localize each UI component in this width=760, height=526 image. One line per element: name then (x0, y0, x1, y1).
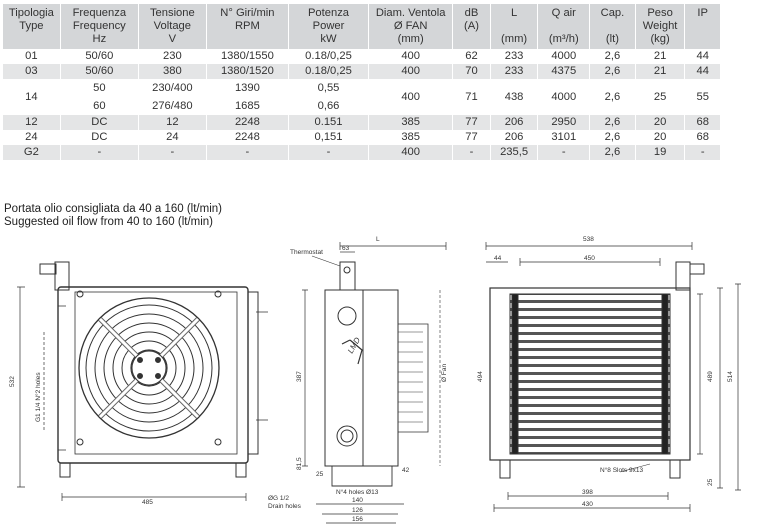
cell-type: G2 (3, 145, 60, 160)
cell-capacity: 2,6 (590, 115, 636, 130)
side-dim-25: 25 (316, 471, 324, 478)
cell-capacity: 2,6 (590, 130, 636, 145)
cell-qair: 4000 (538, 49, 590, 64)
cell-weight: 19 (635, 145, 685, 160)
table-row (3, 145, 721, 160)
cell-frequency: DC (60, 115, 138, 130)
cell-type: 03 (3, 64, 60, 79)
cell-weight: 20 (635, 130, 685, 145)
cell-frequency: 50/60 (60, 64, 138, 79)
cell-l: 233 (490, 49, 538, 64)
cell-db: - (453, 145, 491, 160)
oil-flow-note-it: Portata olio consigliata da 40 a 160 (lt/min) (4, 203, 222, 215)
thermostat-label: Thermostat (290, 249, 323, 256)
fan-diameter-label: Ø Fan (441, 363, 448, 382)
side-dim-815: 81,5 (296, 457, 303, 470)
col-qair: Q air (m³/h) (538, 4, 590, 49)
col-weight: Peso Weight (kg) (635, 4, 685, 49)
cell-rpm: 1380/1520 (206, 64, 288, 79)
cell-qair: 2950 (538, 115, 590, 130)
table-row (3, 130, 721, 145)
col-type: Tipologia Type (3, 4, 60, 49)
col-capacity: Cap. (lt) (590, 4, 636, 49)
front-width-label: 485 (142, 499, 153, 506)
cell-rpm: 1390 1685 (206, 79, 288, 115)
drain-size-label: ØG 1/2 (268, 495, 289, 502)
front-view (17, 262, 268, 501)
side-dim-63: 63 (342, 245, 350, 252)
side-dim-126: 126 (352, 507, 363, 514)
cell-power: 0.18/0,25 (288, 64, 368, 79)
brand-logo: LMD (345, 335, 363, 355)
cell-fan: 400 (369, 49, 453, 64)
cell-voltage: 380 (138, 64, 206, 79)
cell-db: 71 (453, 79, 491, 115)
cell-type: 12 (3, 115, 60, 130)
rear-dim-489: 489 (707, 371, 714, 382)
cell-ip: 44 (685, 49, 721, 64)
side-dim-156: 156 (352, 516, 363, 523)
cell-capacity: 2,6 (590, 49, 636, 64)
cell-power: 0.18/0,25 (288, 49, 368, 64)
table-row (3, 115, 721, 130)
rear-dim-430: 430 (582, 501, 593, 508)
cell-frequency: DC (60, 130, 138, 145)
cell-weight: 21 (635, 49, 685, 64)
cell-ip: - (685, 145, 721, 160)
technical-drawing (0, 232, 760, 524)
cell-l: 206 (490, 115, 538, 130)
cell-l: 235,5 (490, 145, 538, 160)
cell-l: 206 (490, 130, 538, 145)
cell-capacity: 2,6 (590, 79, 636, 115)
cell-rpm: 2248 (206, 115, 288, 130)
cell-type: 14 (3, 79, 60, 115)
front-inlet-label: G1 1/4 N°2 holes (35, 372, 42, 422)
cell-db: 62 (453, 49, 491, 64)
cell-fan: 400 (369, 79, 453, 115)
cell-frequency: 50 60 (60, 79, 138, 115)
col-voltage: Tensione Voltage V (138, 4, 206, 49)
cell-db: 70 (453, 64, 491, 79)
col-rpm: N° Giri/min RPM (206, 4, 288, 49)
cell-qair: 3101 (538, 130, 590, 145)
col-ip: IP (685, 4, 721, 49)
cell-rpm: 2248 (206, 130, 288, 145)
cell-voltage: 230 (138, 49, 206, 64)
cell-frequency: 50/60 (60, 49, 138, 64)
cell-power: - (288, 145, 368, 160)
table-header-row (3, 4, 721, 49)
table-row (3, 49, 721, 64)
cell-ip: 68 (685, 115, 721, 130)
cell-l: 233 (490, 64, 538, 79)
rear-dim-398: 398 (582, 489, 593, 496)
rear-dim-538: 538 (583, 236, 594, 243)
side-dim-140: 140 (352, 497, 363, 504)
side-dim-42: 42 (402, 467, 410, 474)
col-db: dB (A) (453, 4, 491, 49)
cell-weight: 25 (635, 79, 685, 115)
cell-rpm: - (206, 145, 288, 160)
side-holes-label: N°4 holes Ø13 (336, 489, 379, 496)
cell-power: 0,55 0,66 (288, 79, 368, 115)
cell-fan: 385 (369, 130, 453, 145)
cell-l: 438 (490, 79, 538, 115)
cell-weight: 21 (635, 64, 685, 79)
cell-ip: 44 (685, 64, 721, 79)
cell-ip: 68 (685, 130, 721, 145)
drain-holes-label: Drain holes (268, 503, 301, 510)
specifications-table (3, 4, 721, 160)
table-row (3, 79, 721, 115)
cell-power: 0.151 (288, 115, 368, 130)
cell-weight: 20 (635, 115, 685, 130)
cell-voltage: 230/400 276/480 (138, 79, 206, 115)
col-l: L (mm) (490, 4, 538, 49)
cell-voltage: 12 (138, 115, 206, 130)
cell-rpm: 1380/1550 (206, 49, 288, 64)
cell-db: 77 (453, 130, 491, 145)
rear-slots-label: N°8 Slots 9x13 (600, 467, 644, 474)
rear-dim-44: 44 (494, 255, 502, 262)
rear-dim-494: 494 (477, 371, 484, 382)
oil-flow-note-en: Suggested oil flow from 40 to 160 (lt/min) (4, 216, 214, 228)
table-row (3, 64, 721, 79)
cell-ip: 55 (685, 79, 721, 115)
col-frequency: Frequenza Frequency Hz (60, 4, 138, 49)
cell-fan: 400 (369, 145, 453, 160)
cell-capacity: 2,6 (590, 145, 636, 160)
cell-qair: 4375 (538, 64, 590, 79)
cell-fan: 400 (369, 64, 453, 79)
cell-fan: 385 (369, 115, 453, 130)
cell-power: 0,151 (288, 130, 368, 145)
cell-frequency: - (60, 145, 138, 160)
cell-qair: - (538, 145, 590, 160)
cell-voltage: - (138, 145, 206, 160)
col-power: Potenza Power kW (288, 4, 368, 49)
col-fan-diameter: Diam. Ventola Ø FAN (mm) (369, 4, 453, 49)
cell-db: 77 (453, 115, 491, 130)
side-dim-387: 387 (296, 371, 303, 382)
rear-dim-514: 514 (727, 371, 734, 382)
cell-qair: 4000 (538, 79, 590, 115)
cell-type: 01 (3, 49, 60, 64)
front-height-label: 532 (9, 376, 16, 387)
rear-dim-25: 25 (707, 478, 714, 486)
rear-dim-450: 450 (584, 255, 595, 262)
side-dim-L: L (376, 236, 380, 243)
cell-voltage: 24 (138, 130, 206, 145)
oil-flow-note (4, 203, 222, 229)
cell-type: 24 (3, 130, 60, 145)
cell-capacity: 2,6 (590, 64, 636, 79)
side-view (302, 242, 446, 523)
